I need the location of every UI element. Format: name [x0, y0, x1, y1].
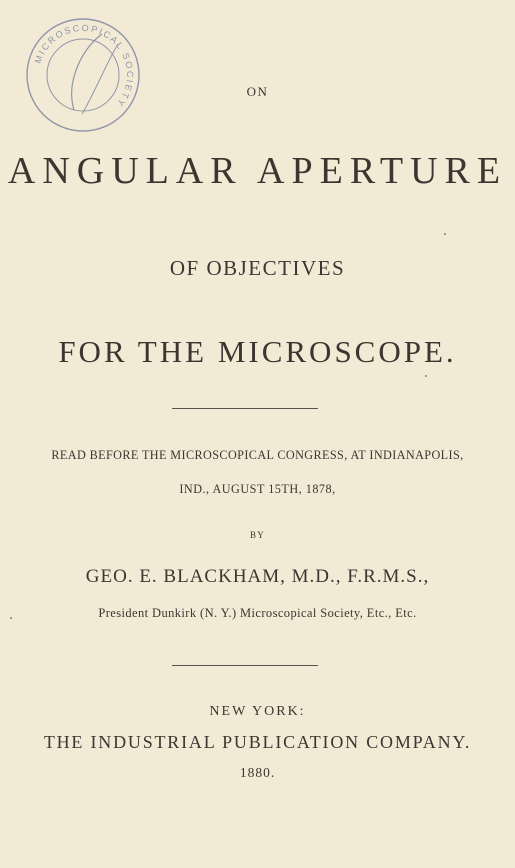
- author-affiliation: President Dunkirk (N. Y.) Microscopical Society, Etc., Etc.: [98, 606, 417, 620]
- author-name: GEO. E. BLACKHAM, M.D., F.R.M.S.,: [85, 566, 430, 587]
- imprint-publisher: THE INDUSTRIAL PUBLICATION COMPANY.: [43, 732, 472, 752]
- paper-speck: [10, 617, 12, 619]
- paper-speck: [444, 233, 446, 235]
- read-before-line: READ BEFORE THE MICROSCOPICAL CONGRESS, AT INDIANAPOLIS,: [51, 448, 464, 462]
- title-prefix: ON: [246, 84, 269, 99]
- title-line-three: FOR THE MICROSCOPE.: [58, 334, 457, 369]
- by-label: BY: [250, 530, 265, 540]
- paper-speck: [425, 375, 427, 377]
- read-date-line: IND., AUGUST 15TH, 1878,: [179, 482, 336, 496]
- library-stamp-icon: [22, 14, 144, 136]
- imprint-city: NEW YORK:: [209, 704, 306, 719]
- divider-rule: [172, 408, 318, 409]
- stamp-text: MICROSCOPICAL SOCIETY: [32, 22, 136, 110]
- title-main: ANGULAR APERTURE: [7, 150, 508, 192]
- title-subline: OF OBJECTIVES: [169, 256, 346, 280]
- imprint-year: 1880.: [239, 765, 276, 780]
- divider-rule: [172, 665, 318, 666]
